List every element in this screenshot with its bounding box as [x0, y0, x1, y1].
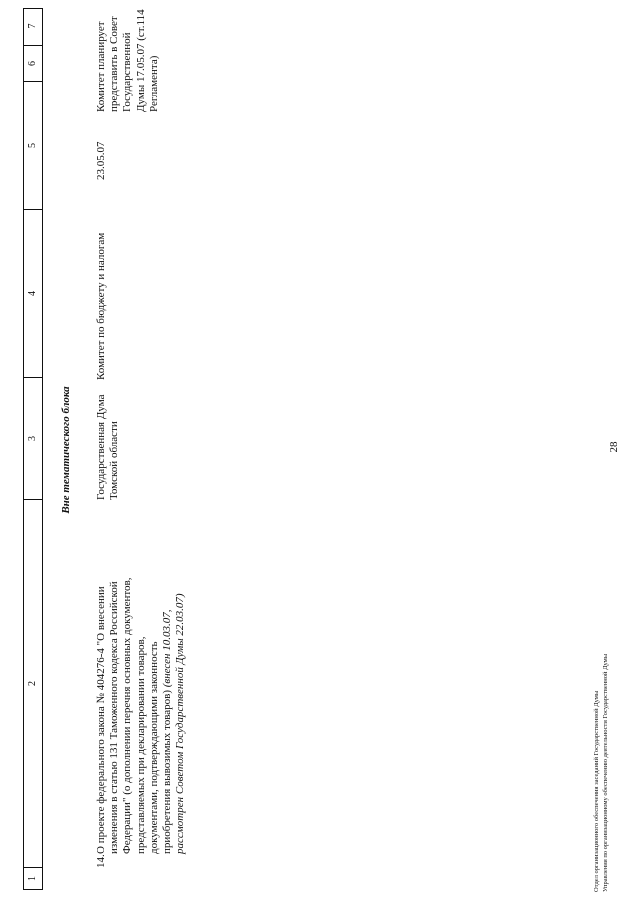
initiator: Государственная Дума Томской области: [95, 394, 121, 500]
header-col-4: 4: [24, 209, 42, 377]
row-number: 14.: [95, 854, 107, 868]
footer: [593, 472, 610, 892]
bill-text: О проекте федерального закона № 404276-4 "О внесении изменения в статью 131 Таможенного кодекса Российской Федерации" (о дополнении перечня основных документов, представляемых при декларировании товаров, документами, подтверждающими законность приобретения вывозимых товаров): [95, 577, 174, 854]
remark: Комитет планирует представить в Совет Государственной Думы 17.05.07 (ст.114 Регламента): [95, 9, 160, 112]
block-title: Вне тематического блока: [60, 386, 72, 514]
header-col-6: 6: [24, 45, 42, 81]
header-col-5: 5: [24, 81, 42, 209]
date: 23.05.07: [95, 141, 107, 180]
bill-note: (внесен 10.03.07, рассмотрен Советом Государственной Думы 22.03.07): [161, 593, 187, 854]
bill-description: [95, 574, 187, 854]
header-col-2: 2: [24, 499, 42, 867]
header-col-3: 3: [24, 377, 42, 499]
footer-line-1: Отдел организационного обеспечения заседаний Государственной Думы: [593, 690, 600, 892]
column-number-header: [23, 8, 43, 890]
header-col-7: 7: [27, 23, 38, 29]
responsible-committee: Комитет по бюджету и налогам: [95, 232, 107, 380]
page-number: 28: [608, 441, 620, 453]
footer-line-2: Управления по организационному обеспечению деятельности Государственной Думы: [601, 653, 609, 892]
header-col-1: 1: [24, 867, 42, 889]
